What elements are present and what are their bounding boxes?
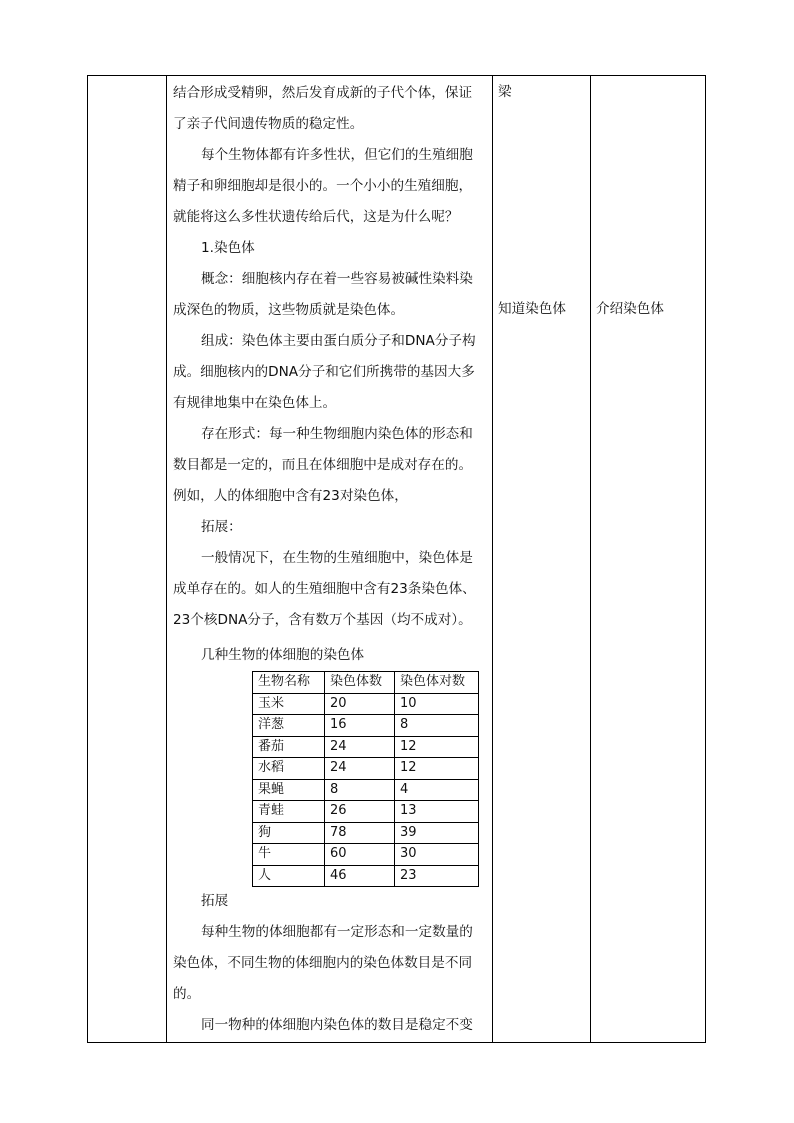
table-cell: 8 <box>325 779 395 801</box>
table-cell: 23 <box>395 865 479 887</box>
table-cell: 60 <box>325 844 395 866</box>
table-row <box>253 801 479 823</box>
content-line: 成深色的物质，这些物质就是染色体。 <box>173 302 405 318</box>
table-cell: 24 <box>325 736 395 758</box>
table-cell: 玉米 <box>253 693 325 715</box>
content-line: 染色体，不同生物的体细胞内的染色体数目是不同 <box>173 955 473 971</box>
table-cell: 46 <box>325 865 395 887</box>
table-cell: 39 <box>395 822 479 844</box>
table-cell: 78 <box>325 822 395 844</box>
table-cell: 24 <box>325 758 395 780</box>
content-line: 组成：染色体主要由蛋白质分子和DNA分子构 <box>201 333 476 349</box>
student-text: 知道染色体 <box>498 301 566 317</box>
table-cell: 4 <box>395 779 479 801</box>
table-cell: 人 <box>253 865 325 887</box>
table-header-row <box>253 672 479 694</box>
content-line: 同一物种的体细胞内染色体的数目是稳定不变 <box>201 1017 473 1033</box>
chromosome-table <box>252 671 479 887</box>
table-cell: 水稻 <box>253 758 325 780</box>
section-heading: 1.染色体 <box>201 240 255 256</box>
table-row <box>253 736 479 758</box>
content-line: 结合形成受精卵，然后发育成新的子代个体，保证 <box>173 85 473 101</box>
table-cell: 果蝇 <box>253 779 325 801</box>
table-cell: 8 <box>395 715 479 737</box>
table-header-cell: 生物名称 <box>253 672 325 694</box>
table-header-cell: 染色体对数 <box>395 672 479 694</box>
table-header-cell: 染色体数 <box>325 672 395 694</box>
content-line: 每种生物的体细胞都有一定形态和一定数量的 <box>201 924 473 940</box>
table-cell: 10 <box>395 693 479 715</box>
extension-label: 拓展 <box>201 893 229 909</box>
student-text-top: 梁 <box>498 84 512 100</box>
content-line: 精子和卵细胞却是很小的。一个小小的生殖细胞， <box>173 178 473 194</box>
column-divider <box>492 76 493 1042</box>
table-row <box>253 779 479 801</box>
table-cell: 12 <box>395 736 479 758</box>
content-line: 概念：细胞核内存在着一些容易被碱性染料染 <box>201 271 473 287</box>
table-cell: 洋葱 <box>253 715 325 737</box>
table-title: 几种生物的体细胞的染色体 <box>201 647 365 663</box>
table-cell: 30 <box>395 844 479 866</box>
content-line: 23个核DNA分子，含有数万个基因（均不成对）。 <box>173 612 472 628</box>
table-row <box>253 844 479 866</box>
table-cell: 26 <box>325 801 395 823</box>
table-cell: 青蛙 <box>253 801 325 823</box>
table-row <box>253 715 479 737</box>
content-line: 一般情况下，在生物的生殖细胞中，染色体是 <box>201 550 473 566</box>
content-line: 例如，人的体细胞中含有23对染色体， <box>173 488 408 504</box>
table-cell: 狗 <box>253 822 325 844</box>
table-cell: 番茄 <box>253 736 325 758</box>
table-row <box>253 822 479 844</box>
table-row <box>253 693 479 715</box>
content-line: 了亲子代间遗传物质的稳定性。 <box>173 116 364 132</box>
table-row <box>253 758 479 780</box>
content-line: 的。 <box>173 986 201 1002</box>
content-line: 存在形式：每一种生物细胞内染色体的形态和 <box>201 426 473 442</box>
teacher-text: 介绍染色体 <box>596 301 664 317</box>
extension-label: 拓展： <box>201 519 242 535</box>
content-line: 数目都是一定的，而且在体细胞中是成对存在的。 <box>173 457 473 473</box>
content-line: 成单存在的。如人的生殖细胞中含有23条染色体、 <box>173 581 476 597</box>
table-cell: 20 <box>325 693 395 715</box>
table-cell: 12 <box>395 758 479 780</box>
table-cell: 13 <box>395 801 479 823</box>
content-line: 成。细胞核内的DNA分子和它们所携带的基因大多 <box>173 364 475 380</box>
column-divider <box>590 76 591 1042</box>
content-line: 每个生物体都有许多性状，但它们的生殖细胞 <box>201 147 473 163</box>
lesson-table-row <box>87 75 706 1043</box>
column-divider <box>166 76 167 1042</box>
content-line: 有规律地集中在染色体上。 <box>173 395 337 411</box>
table-cell: 16 <box>325 715 395 737</box>
table-row <box>253 865 479 887</box>
table-cell: 牛 <box>253 844 325 866</box>
content-line: 就能将这么多性状遗传给后代，这是为什么呢？ <box>173 209 459 225</box>
